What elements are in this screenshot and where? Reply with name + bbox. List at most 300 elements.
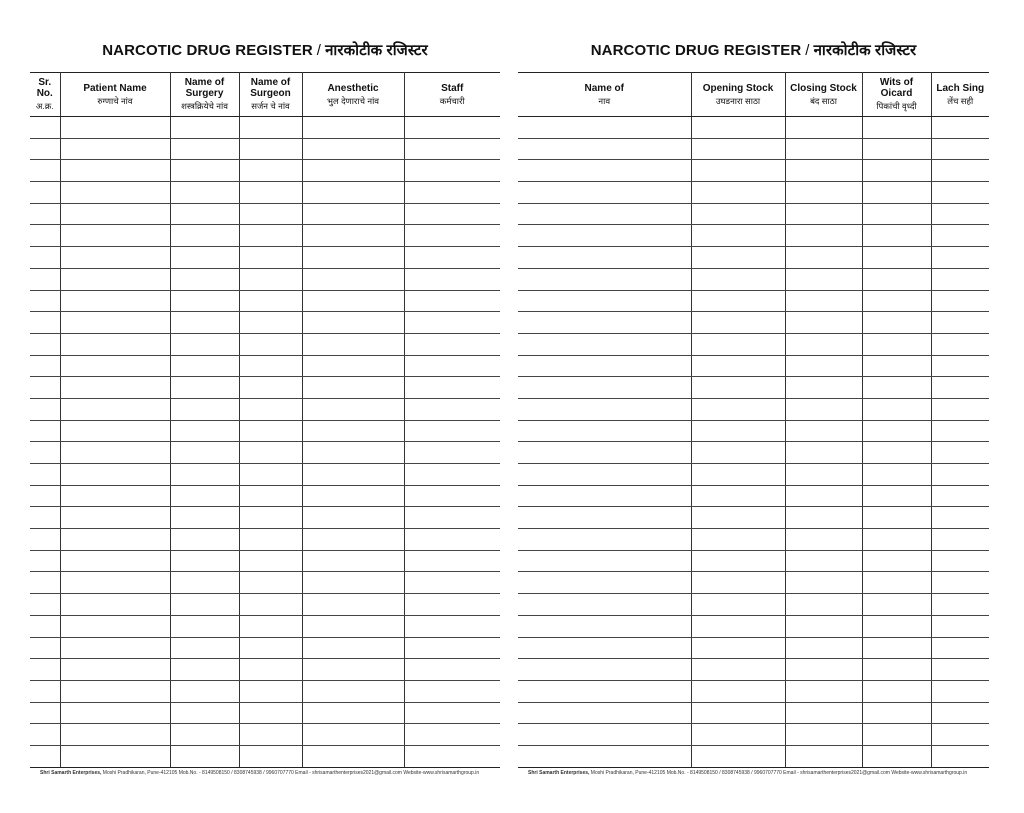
table-cell — [239, 702, 302, 724]
table-cell — [239, 355, 302, 377]
table-cell — [302, 268, 404, 290]
table-row — [518, 203, 989, 225]
header-row — [30, 73, 500, 117]
table-cell — [60, 290, 170, 312]
title-english: NARCOTIC DRUG REGISTER — [590, 42, 802, 59]
table-cell — [170, 550, 239, 572]
table-cell — [170, 377, 239, 399]
table-cell — [691, 745, 785, 767]
table-cell — [691, 138, 785, 160]
register-table — [30, 72, 500, 768]
table-cell — [785, 312, 862, 334]
table-cell — [518, 333, 691, 355]
table-cell — [30, 377, 60, 399]
table-cell — [691, 247, 785, 269]
table-cell — [239, 182, 302, 204]
register-table — [518, 72, 989, 768]
table-cell — [931, 464, 989, 486]
table-cell — [404, 637, 500, 659]
col-sr-no — [30, 73, 60, 117]
table-cell — [404, 507, 500, 529]
table-cell — [862, 377, 931, 399]
table-cell — [170, 312, 239, 334]
table-cell — [862, 290, 931, 312]
table-row — [518, 182, 989, 204]
title-english: NARCOTIC DRUG REGISTER — [102, 42, 313, 59]
table-cell — [931, 290, 989, 312]
table-row — [518, 615, 989, 637]
table-cell — [239, 529, 302, 551]
register-body — [518, 117, 989, 768]
table-cell — [302, 572, 404, 594]
table-cell — [239, 333, 302, 355]
table-cell — [170, 138, 239, 160]
table-row — [30, 680, 500, 702]
table-cell — [691, 182, 785, 204]
table-cell — [404, 572, 500, 594]
table-cell — [30, 745, 60, 767]
title-marathi: नारकोटीक रजिस्टर — [813, 42, 917, 59]
table-row — [518, 529, 989, 551]
table-cell — [302, 550, 404, 572]
table-cell — [931, 420, 989, 442]
table-cell — [239, 680, 302, 702]
table-cell — [785, 680, 862, 702]
table-cell — [931, 355, 989, 377]
table-cell — [691, 659, 785, 681]
col-opening-stock — [691, 73, 785, 117]
table-cell — [60, 659, 170, 681]
table-cell — [691, 398, 785, 420]
table-cell — [239, 615, 302, 637]
table-cell — [862, 745, 931, 767]
table-cell — [518, 442, 691, 464]
table-cell — [785, 637, 862, 659]
table-row — [30, 377, 500, 399]
table-cell — [931, 507, 989, 529]
table-cell — [30, 138, 60, 160]
table-cell — [30, 724, 60, 746]
table-cell — [239, 117, 302, 139]
table-row — [30, 355, 500, 377]
table-cell — [862, 182, 931, 204]
table-row — [30, 203, 500, 225]
col-label-mr: शस्त्रक्रियेचे नांव — [181, 101, 228, 111]
table-cell — [931, 442, 989, 464]
table-cell — [404, 464, 500, 486]
table-cell — [931, 550, 989, 572]
table-cell — [302, 225, 404, 247]
table-cell — [862, 160, 931, 182]
table-cell — [691, 377, 785, 399]
table-row — [518, 355, 989, 377]
table-cell — [404, 550, 500, 572]
table-row — [30, 572, 500, 594]
table-cell — [170, 247, 239, 269]
table-cell — [404, 138, 500, 160]
footer-company: Shri Samarth Enterprises, — [40, 770, 102, 776]
table-cell — [302, 247, 404, 269]
table-row — [518, 420, 989, 442]
table-cell — [404, 290, 500, 312]
table-cell — [691, 203, 785, 225]
table-row — [518, 117, 989, 139]
table-cell — [518, 160, 691, 182]
table-cell — [60, 138, 170, 160]
table-cell — [302, 529, 404, 551]
table-cell — [862, 225, 931, 247]
table-cell — [931, 268, 989, 290]
table-cell — [862, 702, 931, 724]
table-cell — [302, 680, 404, 702]
table-row — [518, 594, 989, 616]
table-cell — [239, 485, 302, 507]
table-cell — [302, 464, 404, 486]
table-cell — [404, 312, 500, 334]
table-cell — [302, 290, 404, 312]
table-cell — [691, 572, 785, 594]
table-cell — [30, 203, 60, 225]
table-cell — [239, 594, 302, 616]
table-cell — [785, 268, 862, 290]
register-body — [30, 117, 500, 768]
table-row — [30, 615, 500, 637]
table-cell — [170, 398, 239, 420]
table-cell — [170, 485, 239, 507]
table-cell — [785, 290, 862, 312]
table-cell — [931, 225, 989, 247]
table-cell — [30, 420, 60, 442]
table-cell — [785, 724, 862, 746]
table-cell — [862, 247, 931, 269]
table-row — [518, 333, 989, 355]
table-row — [518, 268, 989, 290]
table-cell — [239, 398, 302, 420]
table-cell — [170, 724, 239, 746]
table-cell — [60, 398, 170, 420]
table-cell — [60, 333, 170, 355]
table-row — [30, 290, 500, 312]
table-cell — [170, 464, 239, 486]
table-cell — [302, 398, 404, 420]
table-row — [30, 268, 500, 290]
table-row — [30, 160, 500, 182]
table-cell — [931, 659, 989, 681]
table-cell — [862, 464, 931, 486]
table-cell — [170, 268, 239, 290]
table-cell — [30, 333, 60, 355]
table-cell — [785, 377, 862, 399]
table-cell — [785, 594, 862, 616]
table-cell — [302, 138, 404, 160]
table-cell — [170, 160, 239, 182]
table-cell — [302, 182, 404, 204]
table-cell — [60, 312, 170, 334]
table-cell — [862, 485, 931, 507]
table-cell — [302, 594, 404, 616]
table-cell — [30, 594, 60, 616]
table-cell — [60, 485, 170, 507]
table-cell — [30, 659, 60, 681]
table-cell — [785, 615, 862, 637]
table-row — [518, 464, 989, 486]
table-cell — [170, 745, 239, 767]
table-cell — [239, 420, 302, 442]
table-cell — [404, 398, 500, 420]
table-cell — [170, 637, 239, 659]
table-cell — [518, 594, 691, 616]
table-cell — [302, 724, 404, 746]
table-cell — [30, 398, 60, 420]
table-row — [30, 225, 500, 247]
table-cell — [60, 160, 170, 182]
table-cell — [170, 442, 239, 464]
table-row — [30, 507, 500, 529]
table-row — [30, 117, 500, 139]
table-cell — [302, 745, 404, 767]
table-cell — [785, 333, 862, 355]
table-cell — [691, 702, 785, 724]
table-cell — [30, 507, 60, 529]
table-cell — [239, 203, 302, 225]
table-cell — [785, 398, 862, 420]
table-cell — [931, 680, 989, 702]
table-cell — [862, 572, 931, 594]
table-cell — [30, 702, 60, 724]
table-cell — [518, 268, 691, 290]
table-cell — [931, 572, 989, 594]
table-row — [518, 724, 989, 746]
table-cell — [931, 745, 989, 767]
table-cell — [30, 572, 60, 594]
col-label-en: Sr. No. — [36, 77, 53, 99]
table-cell — [404, 160, 500, 182]
table-cell — [239, 507, 302, 529]
table-cell — [518, 637, 691, 659]
table-row — [30, 529, 500, 551]
table-cell — [785, 529, 862, 551]
table-row — [518, 680, 989, 702]
table-cell — [691, 550, 785, 572]
col-label-en: Staff — [441, 82, 464, 94]
table-cell — [862, 442, 931, 464]
table-cell — [691, 680, 785, 702]
table-cell — [518, 615, 691, 637]
table-cell — [862, 615, 931, 637]
table-cell — [239, 247, 302, 269]
table-row — [518, 485, 989, 507]
table-cell — [691, 442, 785, 464]
table-cell — [862, 268, 931, 290]
table-cell — [862, 203, 931, 225]
table-cell — [862, 680, 931, 702]
table-cell — [518, 398, 691, 420]
table-cell — [239, 745, 302, 767]
table-cell — [931, 247, 989, 269]
table-cell — [170, 702, 239, 724]
table-row — [518, 160, 989, 182]
col-label-en: Patient Name — [83, 82, 147, 94]
table-cell — [30, 182, 60, 204]
table-cell — [785, 442, 862, 464]
table-cell — [862, 420, 931, 442]
table-cell — [785, 203, 862, 225]
table-cell — [239, 312, 302, 334]
title-marathi: नारकोटीक रजिस्टर — [325, 42, 428, 59]
table-cell — [518, 507, 691, 529]
table-cell — [404, 442, 500, 464]
table-cell — [785, 572, 862, 594]
table-cell — [30, 247, 60, 269]
table-cell — [302, 442, 404, 464]
table-cell — [404, 659, 500, 681]
table-cell — [862, 355, 931, 377]
col-wits-of-oicard — [862, 73, 931, 117]
table-cell — [691, 637, 785, 659]
table-cell — [30, 117, 60, 139]
col-name-of-surgery — [170, 73, 239, 117]
table-cell — [60, 247, 170, 269]
table-cell — [239, 724, 302, 746]
table-cell — [302, 203, 404, 225]
table-cell — [931, 615, 989, 637]
table-cell — [239, 550, 302, 572]
table-cell — [239, 225, 302, 247]
table-cell — [30, 680, 60, 702]
table-cell — [170, 680, 239, 702]
table-cell — [518, 572, 691, 594]
table-row — [30, 550, 500, 572]
table-cell — [302, 117, 404, 139]
table-row — [518, 225, 989, 247]
table-row — [30, 442, 500, 464]
table-cell — [862, 333, 931, 355]
table-cell — [404, 117, 500, 139]
col-staff — [404, 73, 500, 117]
page-title — [518, 40, 989, 60]
table-cell — [931, 485, 989, 507]
table-cell — [862, 529, 931, 551]
col-label-en: Closing Stock — [790, 82, 857, 94]
table-cell — [518, 464, 691, 486]
table-cell — [862, 594, 931, 616]
table-cell — [404, 615, 500, 637]
table-cell — [862, 637, 931, 659]
table-cell — [30, 550, 60, 572]
table-cell — [60, 637, 170, 659]
table-row — [30, 659, 500, 681]
table-cell — [931, 702, 989, 724]
table-cell — [30, 529, 60, 551]
table-row — [30, 247, 500, 269]
table-cell — [862, 507, 931, 529]
table-cell — [518, 550, 691, 572]
table-row — [518, 550, 989, 572]
table-cell — [518, 247, 691, 269]
table-cell — [30, 615, 60, 637]
table-cell — [518, 659, 691, 681]
table-cell — [931, 117, 989, 139]
col-label-mr: नाव — [598, 95, 611, 106]
table-cell — [170, 659, 239, 681]
col-lach-sing — [931, 73, 989, 117]
table-cell — [302, 420, 404, 442]
table-cell — [785, 659, 862, 681]
col-patient-name — [60, 73, 170, 117]
table-cell — [170, 507, 239, 529]
table-cell — [691, 724, 785, 746]
footer-details: Moshi Pradhikaran, Pune-412105 Mob.No. - 8149508150 / 8308745938 / 9960707770 Email - shrisamarthenterprises2021@gmail.com Website-www.shrisamarthgroup.in — [589, 770, 968, 776]
table-row — [518, 637, 989, 659]
table-cell — [404, 225, 500, 247]
table-cell — [691, 420, 785, 442]
table-cell — [239, 138, 302, 160]
table-cell — [404, 680, 500, 702]
table-cell — [518, 702, 691, 724]
table-cell — [60, 680, 170, 702]
table-cell — [60, 442, 170, 464]
table-cell — [404, 724, 500, 746]
table-row — [30, 724, 500, 746]
col-label-en: Name of — [584, 82, 624, 94]
table-cell — [404, 594, 500, 616]
table-cell — [691, 160, 785, 182]
table-cell — [170, 529, 239, 551]
table-cell — [60, 203, 170, 225]
table-cell — [518, 529, 691, 551]
table-cell — [170, 203, 239, 225]
table-cell — [931, 138, 989, 160]
table-cell — [60, 507, 170, 529]
table-cell — [302, 485, 404, 507]
table-cell — [239, 290, 302, 312]
col-label-mr: पिकांची वृध्दी — [876, 101, 917, 111]
table-cell — [30, 464, 60, 486]
col-label-en: Anesthetic — [327, 82, 379, 94]
table-cell — [785, 485, 862, 507]
table-cell — [518, 312, 691, 334]
table-cell — [931, 529, 989, 551]
table-cell — [302, 637, 404, 659]
table-cell — [30, 225, 60, 247]
col-label-mr: भुल देणाराचे नांव — [326, 95, 380, 106]
table-cell — [302, 507, 404, 529]
table-cell — [862, 659, 931, 681]
table-cell — [302, 615, 404, 637]
table-cell — [931, 637, 989, 659]
table-cell — [60, 377, 170, 399]
table-cell — [691, 355, 785, 377]
footer-details: Moshi Pradhikaran, Pune-412105 Mob.No. - 8149508150 / 8308745938 / 9960707770 Email - shrisamarthenterprises2021@gmail.com Website-www.shrisamarthgroup.in — [101, 770, 480, 776]
col-label-mr: अ.क्र. — [35, 101, 54, 111]
table-cell — [404, 268, 500, 290]
table-cell — [170, 333, 239, 355]
table-row — [518, 377, 989, 399]
table-cell — [785, 247, 862, 269]
table-cell — [785, 550, 862, 572]
table-cell — [60, 464, 170, 486]
table-cell — [60, 117, 170, 139]
table-cell — [302, 333, 404, 355]
table-cell — [404, 702, 500, 724]
table-row — [30, 182, 500, 204]
table-cell — [691, 290, 785, 312]
table-cell — [239, 442, 302, 464]
table-cell — [691, 464, 785, 486]
table-row — [518, 745, 989, 767]
table-cell — [691, 485, 785, 507]
table-cell — [518, 355, 691, 377]
